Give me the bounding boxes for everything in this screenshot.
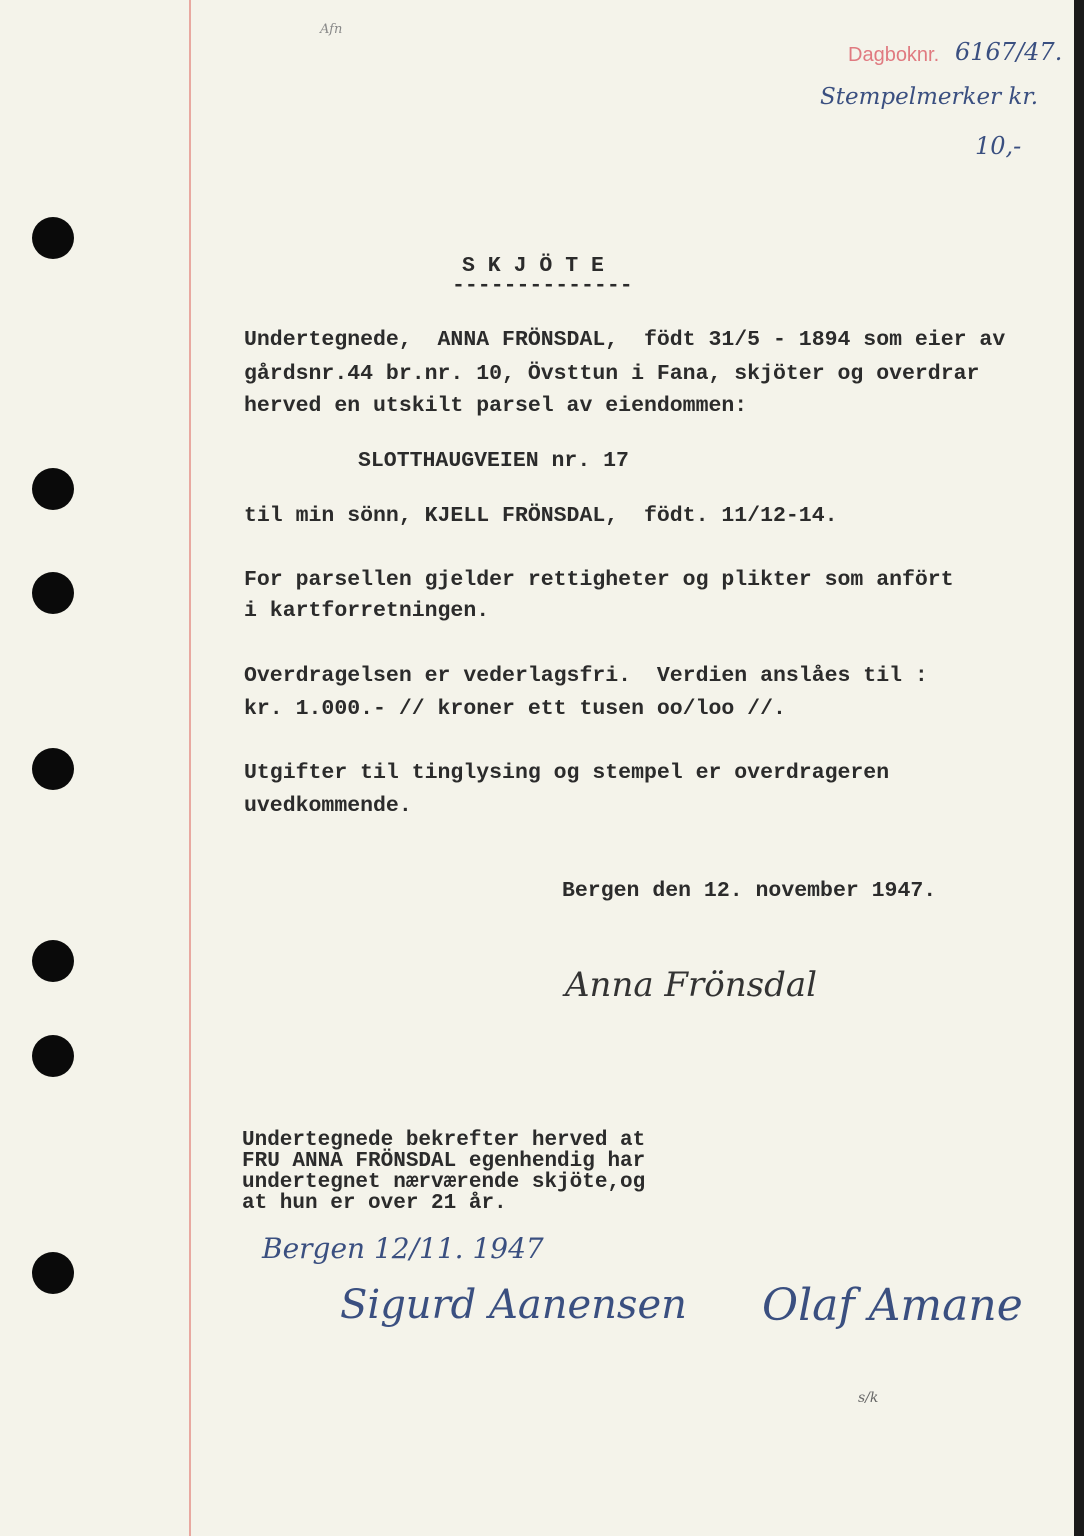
witness-signature: Olaf Amane	[762, 1280, 1023, 1331]
punch-hole	[32, 217, 74, 259]
punch-hole	[32, 748, 74, 790]
margin-line	[189, 0, 191, 1536]
confirmation-line: Undertegnede bekrefter herved at	[242, 1129, 646, 1152]
punch-hole	[32, 572, 74, 614]
body-line: kr. 1.000.- // kroner ett tusen oo/loo //.	[244, 697, 786, 721]
body-line: Utgifter til tinglysing og stempel er overdrageren	[244, 761, 890, 785]
scan-edge	[1074, 0, 1084, 1536]
property-name: SLOTTHAUGVEIEN nr. 17	[358, 449, 629, 473]
body-line: For parsellen gjelder rettigheter og plikter som anfört	[244, 568, 954, 592]
body-line: herved en utskilt parsel av eiendommen:	[244, 394, 748, 418]
title-underline: --------------	[452, 274, 633, 298]
punch-hole	[32, 1035, 74, 1077]
dagboknr-stamp: Dagboknr.	[848, 44, 940, 66]
body-line: Undertegnede, ANNA FRÖNSDAL, födt 31/5 - 1894 som eier av	[244, 328, 1006, 352]
owner-signature: Anna Frönsdal	[565, 965, 817, 1005]
journal-number: 6167/47.	[955, 38, 1063, 66]
confirmation-line: at hun er over 21 år.	[242, 1192, 507, 1215]
document-title: S K J Ö T E	[462, 254, 604, 278]
initials-top: Afn	[320, 22, 343, 37]
body-line: uvedkommende.	[244, 794, 412, 818]
initials-bottom: s/k	[858, 1390, 879, 1406]
confirmation-line: FRU ANNA FRÖNSDAL egenhendig har	[242, 1150, 646, 1173]
punch-hole	[32, 1252, 74, 1294]
body-line: til min sönn, KJELL FRÖNSDAL, födt. 11/12-14.	[244, 504, 838, 528]
punch-hole	[32, 940, 74, 982]
witness-place-date: Bergen 12/11. 1947	[262, 1232, 544, 1265]
body-line: gårdsnr.44 br.nr. 10, Övsttun i Fana, skjöter og overdrar	[244, 362, 980, 386]
stamp-fee-label: Stempelmerker kr.	[820, 84, 1039, 110]
confirmation-line: undertegnet nærværende skjöte,og	[242, 1171, 646, 1194]
body-line: Overdragelsen er vederlagsfri. Verdien anslåes til :	[244, 664, 928, 688]
punch-hole	[32, 468, 74, 510]
body-line: i kartforretningen.	[244, 599, 490, 623]
place-date: Bergen den 12. november 1947.	[562, 879, 937, 903]
witness-signature: Sigurd Aanensen	[340, 1282, 687, 1328]
stamp-fee-amount: 10,-	[975, 132, 1022, 160]
